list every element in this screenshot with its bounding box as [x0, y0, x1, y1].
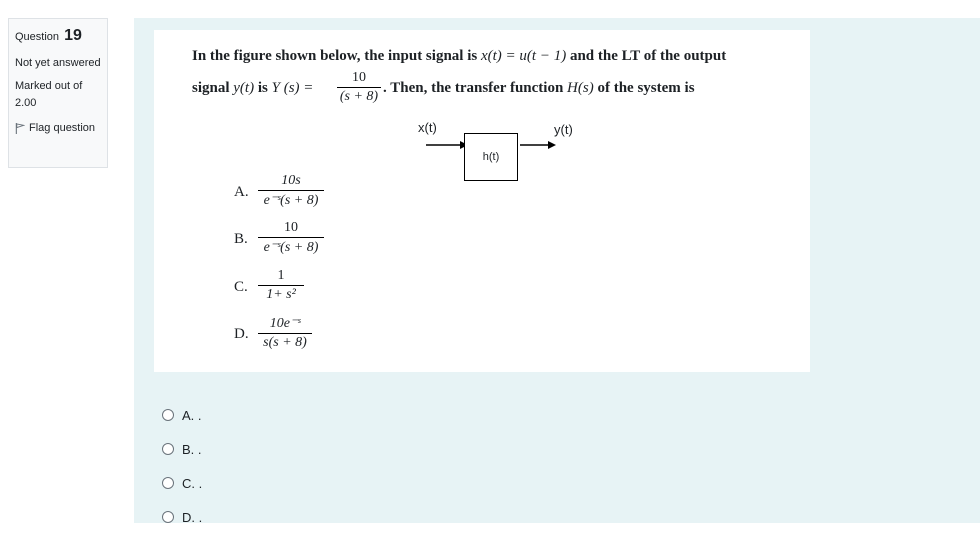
- transfer-function-symbol: H(s): [567, 80, 594, 96]
- statement-text: is: [254, 80, 272, 96]
- question-statement-line2: [192, 80, 313, 97]
- radio-button[interactable]: [162, 511, 174, 523]
- question-statement-line1: [192, 48, 726, 65]
- flag-question-label: Flag question: [29, 122, 96, 134]
- option-b-label: B.: [234, 231, 248, 247]
- option-d-fraction: [258, 315, 312, 351]
- answer-option-d[interactable]: [162, 500, 202, 534]
- answer-option-b[interactable]: [162, 432, 202, 466]
- option-a-fraction: [258, 173, 324, 209]
- fraction-bar: [258, 237, 324, 238]
- answer-option-c[interactable]: [162, 466, 202, 500]
- output-laplace-fraction: [337, 70, 381, 105]
- option-c-label: C.: [234, 279, 248, 295]
- marked-out-of-label: Marked out of: [15, 80, 83, 92]
- answer-option-a[interactable]: [162, 398, 202, 432]
- statement-text: and the LT of the output: [566, 48, 727, 64]
- option-b-fraction: [258, 220, 324, 256]
- question-info-panel: [8, 18, 108, 168]
- question-label: Question: [15, 31, 60, 43]
- option-a-label: A.: [234, 184, 249, 200]
- radio-button[interactable]: [162, 477, 174, 489]
- marked-out-of-value: 2.00: [15, 97, 37, 109]
- output-laplace: Y (s) =: [271, 80, 314, 96]
- statement-text: signal: [192, 80, 234, 96]
- answer-label: C. .: [182, 475, 203, 491]
- answer-label: D. .: [182, 509, 203, 525]
- answer-label: A. .: [182, 407, 202, 423]
- question-number: [15, 27, 101, 45]
- option-a-denominator: e⁻ˢ(s + 8): [263, 193, 319, 208]
- fraction-bar: [258, 190, 324, 191]
- question-text-box: [154, 30, 810, 372]
- question-status: Not yet answered: [15, 57, 101, 69]
- statement-text: . Then, the transfer function: [383, 80, 568, 96]
- option-c-numerator: 1: [277, 268, 285, 283]
- fraction-bar: [258, 333, 312, 334]
- option-d-denominator: s(s + 8): [263, 335, 307, 350]
- radio-button[interactable]: [162, 409, 174, 421]
- fraction-denominator: (s + 8): [339, 89, 379, 104]
- fraction-bar: [258, 285, 304, 286]
- flag-icon: [15, 123, 25, 134]
- option-a-numerator: 10s: [281, 173, 301, 188]
- option-b-denominator: e⁻ˢ(s + 8): [263, 240, 319, 255]
- fraction-bar: [337, 87, 381, 88]
- question-content: [134, 18, 980, 523]
- statement-text: of the system is: [593, 80, 695, 96]
- marks-info: [15, 78, 101, 112]
- output-signal: y(t): [233, 80, 255, 96]
- option-d-label: D.: [234, 326, 249, 342]
- diagram-output-label: y(t): [554, 122, 573, 137]
- option-c-fraction: [258, 268, 304, 303]
- option-b-numerator: 10: [284, 220, 298, 235]
- radio-button[interactable]: [162, 443, 174, 455]
- option-c-denominator: 1+ s²: [266, 287, 296, 302]
- system-block-label: h(t): [482, 151, 500, 163]
- input-signal-expr: x(t) = u(t − 1): [480, 48, 567, 64]
- answer-options: [162, 398, 202, 534]
- question-number-value: 19: [64, 27, 82, 44]
- fraction-numerator: 10: [352, 70, 366, 85]
- statement-text: In the figure shown below, the input signal is: [192, 48, 481, 64]
- option-d-numerator: 10e⁻ˢ: [269, 316, 301, 331]
- question-statement-line2-end: [383, 80, 695, 97]
- diagram-input-label: x(t): [418, 120, 437, 135]
- system-block: [464, 133, 518, 181]
- answer-label: B. .: [182, 441, 202, 457]
- flag-question-button[interactable]: [15, 122, 101, 134]
